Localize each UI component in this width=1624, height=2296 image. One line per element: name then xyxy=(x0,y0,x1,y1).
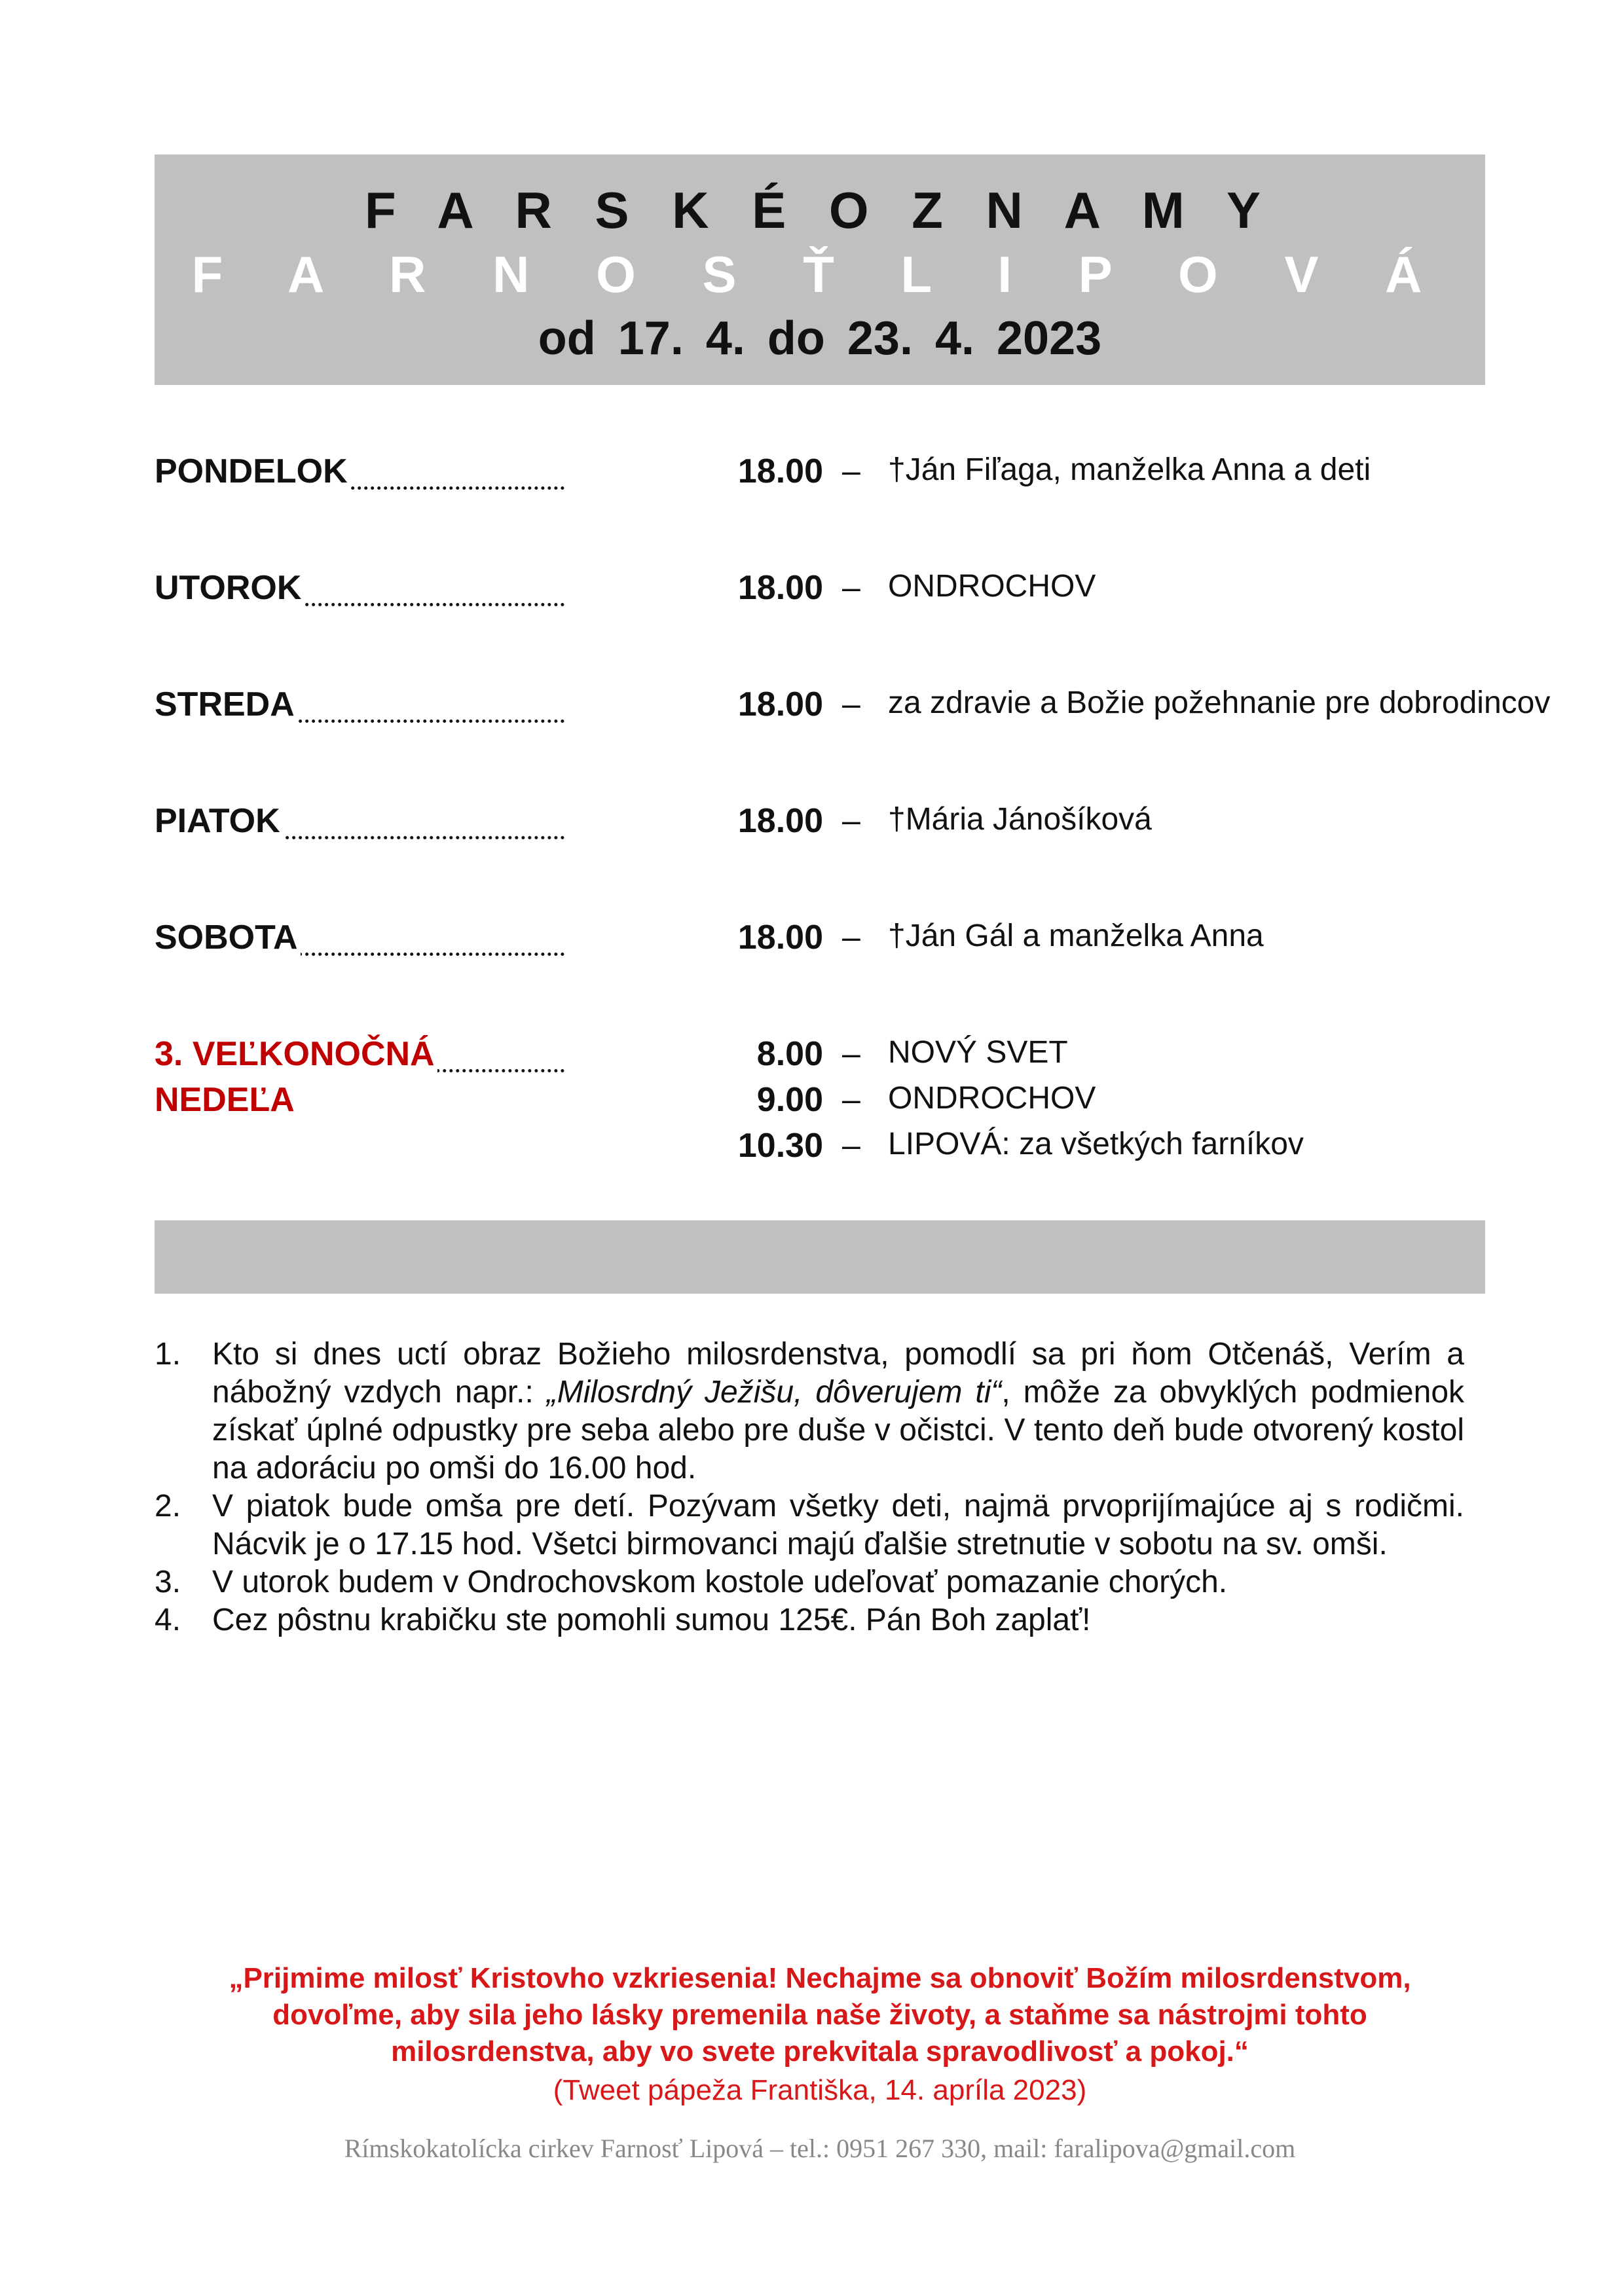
notice-item xyxy=(155,1601,1464,1639)
schedule-row-friday xyxy=(155,801,1485,848)
date-range: od 17. 4. do 23. 4. 2023 xyxy=(538,312,1102,365)
sunday-label-line2: NEDEĽA xyxy=(155,1081,295,1119)
notice-item xyxy=(155,1487,1464,1563)
day-label: PIATOK xyxy=(155,801,574,847)
separator-dash: – xyxy=(842,1081,860,1118)
separator-dash: – xyxy=(842,452,860,489)
day-label: UTOROK xyxy=(155,568,574,614)
notice-number: 4. xyxy=(155,1603,181,1637)
sunday-label-line1: 3. VEĽKONOČNÁ xyxy=(155,1034,574,1080)
separator-dash: – xyxy=(842,1035,860,1072)
schedule-row-sunday-3 xyxy=(155,1126,1485,1173)
parish-name: F A R N O S Ť L I P O V Á xyxy=(191,246,1449,303)
notice-text: V piatok bude omša pre detí. Pozývam všetky deti, najmä prvoprijímajúce aj s rodičmi. Nácvik je o 17.15 hod. Všetci birmovanci majú ďalšie stretnutie v sobotu na sv. omši. xyxy=(212,1489,1464,1561)
contact-footer: Rímskokatolícka cirkev Farnosť Lipová – tel.: 0951 267 330, mail: faralipova@gmail.com xyxy=(344,2134,1296,2163)
page-title: F A R S K É O Z N A M Y xyxy=(364,181,1276,239)
mass-time: 9.00 xyxy=(756,1081,823,1119)
mass-intention: †Ján Gál a manželka Anna xyxy=(888,919,1264,953)
separator-dash: – xyxy=(842,685,860,722)
mass-time: 18.00 xyxy=(737,919,823,957)
mass-intention: LIPOVÁ: za všetkých farníkov xyxy=(888,1127,1304,1161)
schedule-row-monday xyxy=(155,452,1485,499)
quote-source: (Tweet pápeža Františka, 14. apríla 2023) xyxy=(553,2074,1087,2106)
mass-intention: †Ján Fiľaga, manželka Anna a deti xyxy=(888,452,1371,487)
section-divider xyxy=(155,1220,1485,1294)
mass-time: 8.00 xyxy=(756,1035,823,1073)
mass-intention: NOVÝ SVET xyxy=(888,1035,1068,1070)
mass-intention: ONDROCHOV xyxy=(888,569,1096,604)
mass-intention: ONDROCHOV xyxy=(888,1081,1096,1116)
mass-intention: za zdravie a Božie požehnanie pre dobrodincov xyxy=(888,685,1551,720)
schedule-row-saturday xyxy=(155,918,1485,965)
mass-time: 18.00 xyxy=(737,685,823,723)
separator-dash: – xyxy=(842,802,860,839)
separator-dash: – xyxy=(842,569,860,606)
quote-line: „Prijmime milosť Kristovho vzkriesenia! Nechajme sa obnoviť Božím milosrdenstvom, xyxy=(229,1962,1411,1994)
notices-list xyxy=(155,1336,1464,1639)
notice-number: 1. xyxy=(155,1337,181,1372)
mass-intention: †Mária Jánošíková xyxy=(888,802,1152,837)
mass-time: 18.00 xyxy=(737,569,823,607)
day-label: STREDA xyxy=(155,685,574,731)
mass-time: 10.30 xyxy=(737,1127,823,1165)
notice-text: Cez pôstnu krabičku ste pomohli sumou 125€. Pán Boh zaplať! xyxy=(212,1603,1091,1637)
notice-item xyxy=(155,1563,1464,1601)
day-label: SOBOTA xyxy=(155,918,574,964)
papal-quote xyxy=(155,1960,1485,2070)
notice-text: V utorok budem v Ondrochovskom kostole udeľovať pomazanie chorých. xyxy=(212,1565,1228,1599)
notice-number: 3. xyxy=(155,1565,181,1599)
notice-italic-prayer: „Milosrdný Ježišu, dôverujem ti“ xyxy=(546,1375,1002,1410)
day-label: PONDELOK xyxy=(155,452,574,498)
quote-line: dovoľme, aby sila jeho lásky premenila naše životy, a staňme sa nástrojmi tohto xyxy=(272,1999,1367,2031)
separator-dash: – xyxy=(842,1127,860,1163)
notice-text-cont: , môže za obvyklých podmienok získať úplné odpustky pre seba alebo pre duše v očistci. V tento deň bude otvorený kostol na adoráciu po omši do 16.00 hod. xyxy=(212,1375,1465,1485)
header-banner xyxy=(155,155,1485,385)
schedule-row-tuesday xyxy=(155,568,1485,615)
schedule-row-sunday-1 xyxy=(155,1034,1485,1082)
notice-number: 2. xyxy=(155,1489,181,1523)
notice-item xyxy=(155,1336,1464,1487)
mass-time: 18.00 xyxy=(737,452,823,490)
schedule-row-wednesday xyxy=(155,685,1551,732)
quote-line: milosrdenstva, aby vo svete prekvitala spravodlivosť a pokoj.“ xyxy=(391,2035,1249,2068)
notice-text: Kto si dnes uctí obraz Božieho milosrdenstva, pomodlí sa pri ňom Otčenáš, Verím a nábožný vzdych napr.: xyxy=(212,1337,1464,1410)
schedule-row-sunday-2 xyxy=(155,1080,1485,1127)
mass-time: 18.00 xyxy=(737,802,823,840)
separator-dash: – xyxy=(842,919,860,955)
